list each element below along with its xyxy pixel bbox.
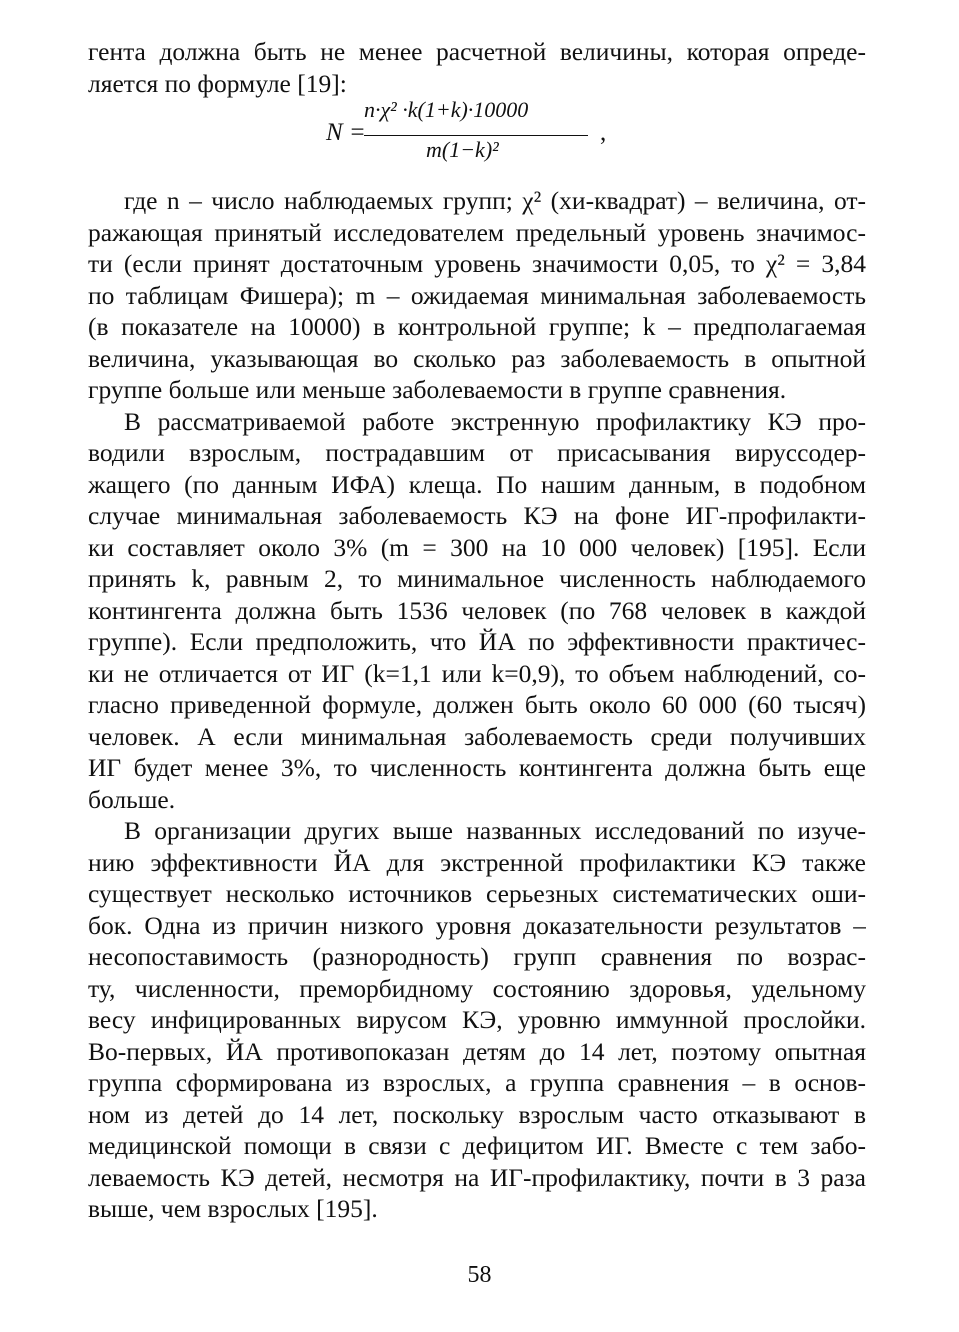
text-line: ном из детей до 14 лет, поскольку взрослым часто отказывают в <box>88 1099 866 1129</box>
text-line: нию эффективности ЙА для экстренной профилактики КЭ также <box>88 847 866 877</box>
text-line: контингента должна быть 1536 человек (по 768 человек в каждой <box>88 595 866 625</box>
text-line: группе). Если предположить, что ЙА по эффективности практичес- <box>88 627 866 656</box>
paragraph-study <box>88 406 866 816</box>
formula-comma: , <box>600 119 607 146</box>
paragraph-definitions <box>88 185 866 406</box>
text-line: водили взрослым, пострадавшим от присасывания вируссодер- <box>88 438 866 467</box>
paragraph-errors <box>88 815 866 1225</box>
text-line: ИГ будет менее 3%, то численность контингента должна быть еще <box>88 753 866 782</box>
text-line: жащего (по данным ИФА) клеща. По нашим данным, в подобном <box>88 469 866 499</box>
text-line: гласно приведенной формуле, должен быть около 60 000 (60 тысяч) <box>88 690 866 719</box>
text-line: случае минимальная заболеваемость КЭ на фоне ИГ-профилакти- <box>88 501 866 530</box>
text-line: величина, указывающая во сколько раз заболеваемость в опытной <box>88 343 866 373</box>
intro-text <box>88 36 866 99</box>
text-line: существует несколько источников серьезных систематических оши- <box>88 879 866 908</box>
text-line: бок. Одна из причин низкого уровня доказательности результатов – <box>88 910 866 940</box>
text-line: ки составляет около 3% (m = 300 на 10 000 человек) [195]. Если <box>88 532 866 562</box>
text-line: ражающая принятый исследователем предельный уровень значимос- <box>88 217 866 247</box>
text-line: В рассматриваемой работе экстренную профилактику КЭ про- <box>124 406 866 436</box>
text-line: по таблицам Фишера); m – ожидаемая минимальная заболеваемость <box>88 280 866 310</box>
text-line: (в показателе на 10000) в контрольной группе; k – предполагаемая <box>88 312 866 341</box>
text-line: ти (если принят достаточным уровень значимости 0,05, то χ² = 3,84 <box>88 249 866 278</box>
sample-size-formula <box>88 99 866 185</box>
formula-denominator: m(1−k)² <box>426 137 499 162</box>
text-line: леваемость КЭ детей, несмотря на ИГ-профилактику, почти в 3 раза <box>88 1162 866 1192</box>
text-line: группе больше или меньше заболеваемости в группе сравнения. <box>88 375 787 404</box>
text-line: несопоставимость (разнородность) групп сравнения по возрас- <box>88 942 866 971</box>
text-line: выше, чем взрослых [195]. <box>88 1194 378 1223</box>
text-line: где n – число наблюдаемых групп; χ² (хи-квадрат) – величина, от- <box>124 186 866 215</box>
formula-lhs: N = <box>326 119 366 146</box>
text-line: принять k, равным 2, то минимальное численность наблюдаемого <box>88 564 866 593</box>
text-line: больше. <box>88 784 176 814</box>
page-body <box>88 36 866 1225</box>
text-line: Во-первых, ЙА противопоказан детям до 14 лет, поэтому опытная <box>88 1036 866 1066</box>
text-line: ки не отличается от ИГ (k=1,1 или k=0,9), то объем наблюдений, со- <box>88 658 866 688</box>
fraction-bar <box>364 135 588 136</box>
text-line: В организации других выше названных исследований по изуче- <box>124 816 866 845</box>
text-line: человек. А если минимальная заболеваемость среди получивших <box>88 721 866 751</box>
text-line: ту, численности, преморбидному состоянию здоровья, удельному <box>88 973 866 1003</box>
text-line: группа сформирована из взрослых, а группа сравнения – в основ- <box>88 1068 866 1097</box>
text-line: весу инфицированных вирусом КЭ, уровню иммунной прослойки. <box>88 1005 866 1034</box>
page-number: 58 <box>467 1262 492 1288</box>
text-line: гента должна быть не менее расчетной величины, которая опреде- <box>88 37 866 66</box>
formula-numerator: n·χ² ·k(1+k)·10000 <box>364 97 529 122</box>
text-line: ляется по формуле [19]: <box>88 68 347 98</box>
text-line: медицинской помощи в связи с дефицитом ИГ. Вместе с тем забо- <box>88 1131 866 1160</box>
